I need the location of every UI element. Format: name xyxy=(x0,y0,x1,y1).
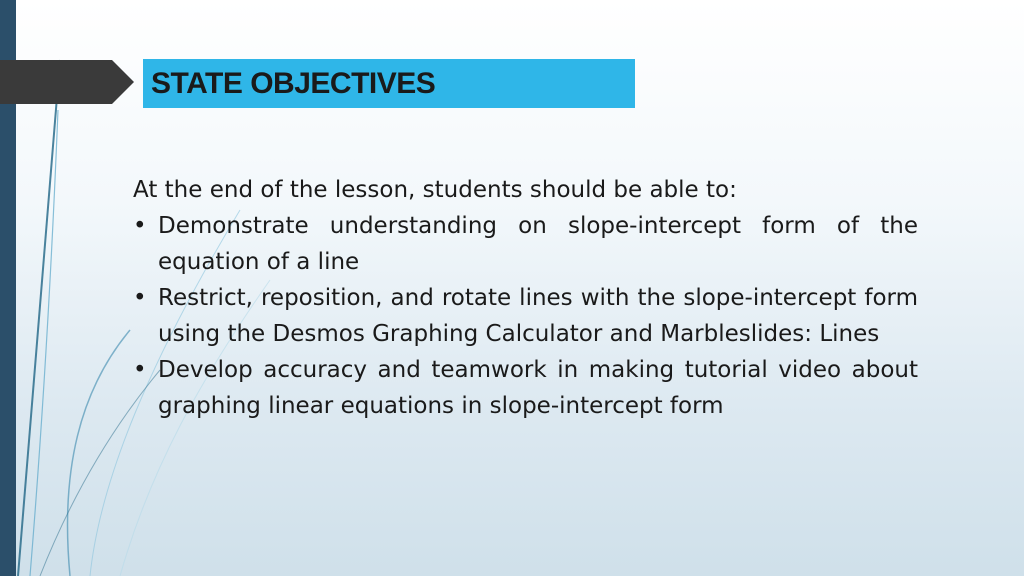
objective-text: Develop accuracy and teamwork in making tutorial video about graphing linear equations in slope-intercept form xyxy=(158,357,918,419)
slide-title: STATE OBJECTIVES xyxy=(151,66,436,100)
objectives-list xyxy=(133,208,918,424)
list-item xyxy=(133,208,918,280)
objective-text: Demonstrate understanding on slope-intercept form of the equation of a line xyxy=(158,213,918,275)
list-item xyxy=(133,280,918,352)
bullet-icon: • xyxy=(133,357,147,383)
intro-text: At the end of the lesson, students should be able to: xyxy=(133,177,737,203)
objectives-content xyxy=(133,172,918,424)
objective-text: Restrict, reposition, and rotate lines with the slope-intercept form using the Desmos Graphing Calculator and Marbleslides: Lines xyxy=(158,285,918,347)
list-item xyxy=(133,352,918,424)
bullet-icon: • xyxy=(133,213,147,239)
title-bar xyxy=(143,59,635,108)
title-arrow-tab xyxy=(0,60,134,104)
bullet-icon: • xyxy=(133,285,147,311)
